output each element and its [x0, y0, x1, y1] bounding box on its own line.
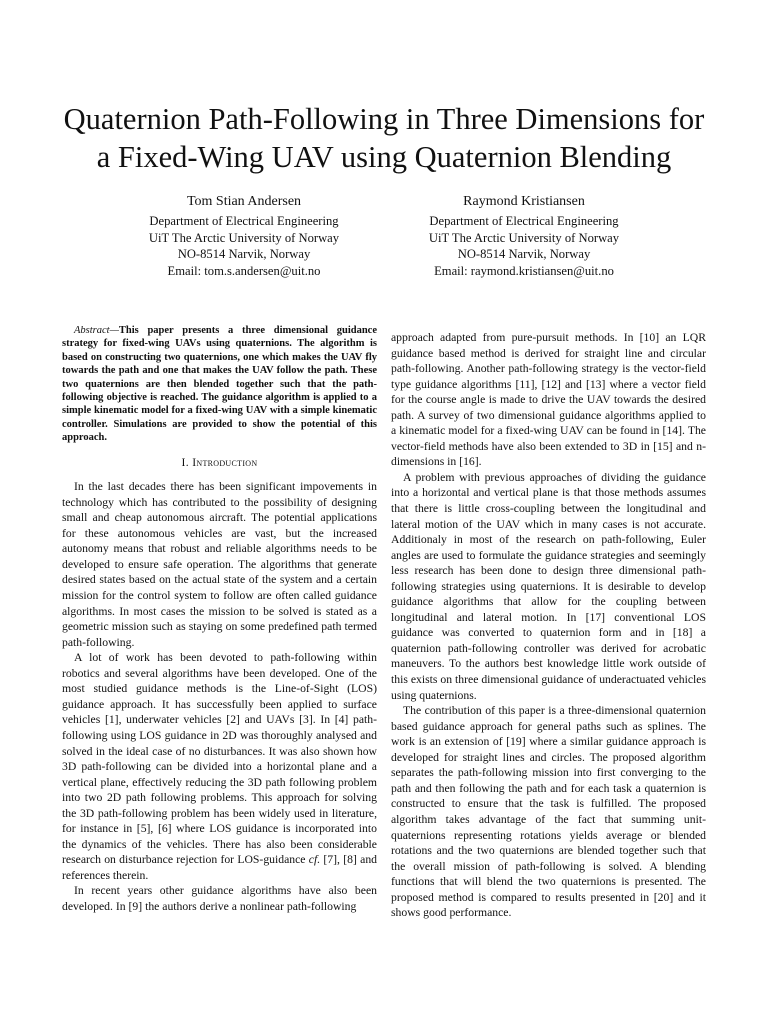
body-paragraph: A lot of work has been devoted to path-following within robotics and several algorithms have been developed. One of the most studied guidance methods is the Line-of-Sight (LOS) guidance approach. It has successfully been applied to surface vehicles [1], underwater vehicles [2] and UAVs [3]. In [4] path-following using LOS guidance in 2D was thoroughly analysed and solved in the ideal case of no disturbances. It was also shown how 3D path-following can be divided into a horizontal plane and a vertical plane, effectively reducing the 3D path following problem into two 2D path following problems. This approach for solving the 3D path-following problem has been widely used in literature, for instance in [5], [6] where LOS guidance is incorporated into the dynamics of the vehicles. There has also been considerable research on disturbance rejection for LOS-guidance cf. [7], [8] and references therein. — [62, 651, 378, 882]
title-line-2: a Fixed-Wing UAV using Quaternion Blending — [96, 140, 672, 174]
author-address: NO-8514 Narvik, Norway — [177, 247, 311, 261]
body-paragraph: In recent years other guidance algorithms have also been developed. In [9] the authors derive a nonlinear path-following — [62, 884, 377, 913]
author-address: NO-8514 Narvik, Norway — [457, 247, 591, 261]
body-paragraph: approach adapted from pure-pursuit methods. In [10] an LQR guidance based method is derived for straight line and circular path-following. Another path-following strategy is the vector-field type guidance algorithms [11], [12] and [13] where a vector field for the course angle is made to drive the UAV towards the desired path. A survey of two dimensional guidance algorithms applied to a kinematic model for a fixed-wing UAV can be found in [14]. The vector-field methods have also been extended to 3D in [15] and n-dimensions in [16]. — [391, 331, 706, 469]
left-column — [62, 324, 377, 915]
title-line-1: Quaternion Path-Following in Three Dimensions for — [63, 102, 705, 136]
body-paragraph: The contribution of this paper is a three-dimensional quaternion based guidance approach for general paths such as splines. The work is an extension of [19] where a similar guidance approach is developed for straight lines and circles. The proposed algorithm separates the path-following mission into first converging to the path and then following the path and for each task a quaternion is constructed to ensure that the task is fulfilled. The proposed algorithm takes advantage of the fact that summing unit-quaternions representing rotations yields average or blended rotations and the two quaternions are blended together such that the overall mission of path-following is solved. A blending functions that will blend the two quaternions is presented. The proposed method is compared to results presented in [20] and it shows good performance. — [391, 704, 706, 920]
author-block-1 — [94, 191, 394, 279]
author-name: Tom Stian Andersen — [186, 194, 302, 209]
author-department: Department of Electrical Engineering — [149, 214, 339, 228]
citation-cf: cf. — [308, 853, 321, 867]
author-department: Department of Electrical Engineering — [429, 214, 619, 228]
right-column — [391, 330, 706, 921]
paper-title — [40, 100, 728, 176]
abstract-label: Abstract— — [74, 325, 119, 336]
author-university: UiT The Arctic University of Norway — [428, 230, 620, 245]
author-university: UiT The Arctic University of Norway — [148, 230, 340, 245]
author-email: Email: raymond.kristiansen@uit.no — [434, 263, 614, 278]
author-block-2 — [374, 191, 674, 279]
abstract-text: This paper presents a three dimensional guidance strategy for fixed-wing UAVs using quaternions. The algorithm is based on constructing two quaternions, one which makes the UAV fly towards the path and one that makes the UAV follow the path. These two quaternions are then blended together such that the path-following objective is reached. The guidance algorithm is applied to a simple kinematic model for a fixed-wing UAV with a simple kinematic controller. Simulations are provided to show the potential of this approach. — [62, 325, 377, 444]
section-title: Introduction — [192, 455, 258, 469]
author-name: Raymond Kristiansen — [463, 194, 585, 209]
body-paragraph: A problem with previous approaches of dividing the guidance into a horizontal and vertical plane is that those methods assumes that there is little cross-coupling between the longitudinal and lateral motion of the UAV which in many cases is not accurate. Additionaly in most of the research on path-following, Euler angles are used to formulate the guidance strategies and seemingly less research has been done to design three dimensional path-following strategies using quaternions. It is desirable to develop guidance algorithms that allow for the coupling between longitudinal and lateral motion. In [17] conventional LOS guidance was converted to quaternion form and in [18] a quaternion path-following controller was derived for acrobatic maneuvers. To the authors best knowledge little work outside of this exists on three dimensional guidance of underactuated vehicles using quaternions. — [391, 470, 706, 702]
section-number: I. — [181, 455, 193, 469]
section-heading — [62, 455, 377, 471]
abstract — [62, 324, 377, 445]
body-paragraph: In the last decades there has been significant impovements in technology which has contributed to the possibility of designing small and cheap autonomous aircraft. The potential applications for these autonomous vehicles are vast, but the increased autonomy means that robust and reliable algorithms needs to be developed to ensure safe operation. The algorithms that generate desired states based on the actual state of the system and a certain mission for the control system to follow are often called guidance algorithms. In most cases the mission to be solved is stated as a geometric mission such as staying on some predefined path termed path-following. — [62, 480, 377, 649]
author-email: Email: tom.s.andersen@uit.no — [167, 263, 321, 278]
